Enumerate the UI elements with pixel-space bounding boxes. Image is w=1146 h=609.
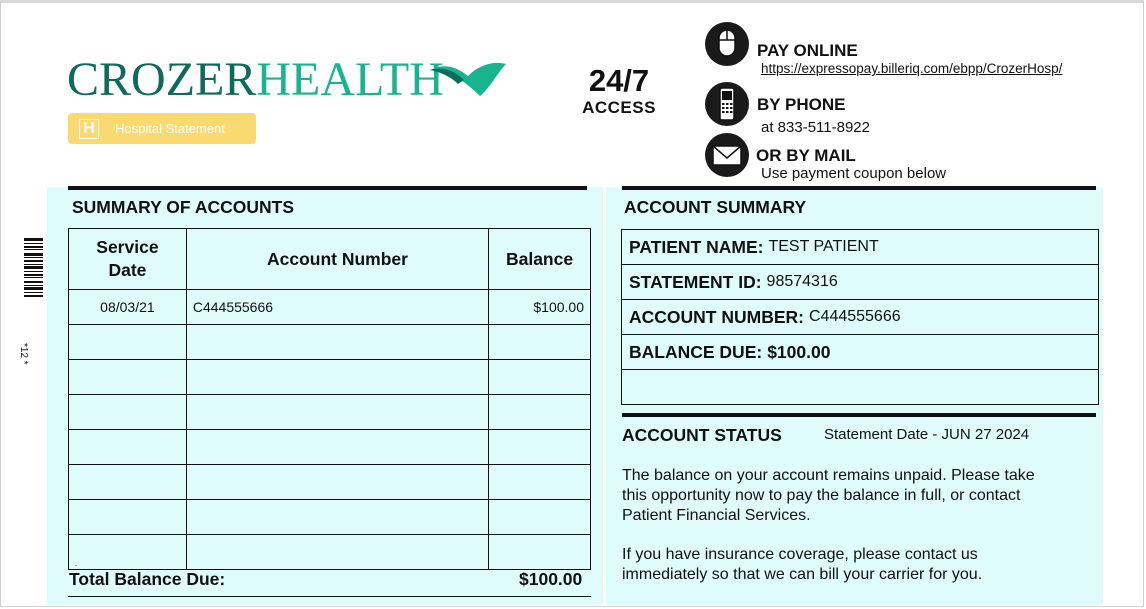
table-row-empty xyxy=(69,465,591,500)
by-mail-title: OR BY MAIL xyxy=(756,146,856,165)
balance-due-label: BALANCE DUE: xyxy=(629,341,763,362)
row-account-number: C444555666 xyxy=(186,290,488,325)
summary-empty-row xyxy=(622,370,1098,404)
table-row-empty xyxy=(69,360,591,395)
accounts-table xyxy=(68,228,591,570)
status-paragraph-insurance: If you have insurance coverage, please contact us immediately so that we can bill your carrier for you. xyxy=(622,546,983,583)
account-number-label: ACCOUNT NUMBER: xyxy=(629,306,804,327)
total-bottom-rule xyxy=(68,596,591,597)
account-summary-rule xyxy=(622,186,1096,190)
balance-due-value: $100.00 xyxy=(767,341,831,362)
side-mark: *12 * xyxy=(18,343,29,365)
phone-number: at 833-511-8922 xyxy=(761,119,870,136)
logo-part-health: HEALTH xyxy=(256,53,444,106)
crozer-health-logo xyxy=(67,54,444,106)
hospital-statement-label: Hospital Statement xyxy=(115,121,225,136)
account-number-row xyxy=(622,300,1098,335)
account-summary-title: ACCOUNT SUMMARY xyxy=(624,197,807,217)
access-24-7-big: 24/7 xyxy=(588,63,650,98)
patient-name-label: PATIENT NAME: xyxy=(629,236,764,257)
pay-online-title: PAY ONLINE xyxy=(757,41,858,60)
statement-id-row xyxy=(622,265,1098,300)
pay-online-link[interactable]: https://expressopay.billeriq.com/ebpp/CrozerHosp/ xyxy=(761,61,1063,76)
total-balance-label: Total Balance Due: xyxy=(69,569,226,589)
total-balance-value: $100.00 xyxy=(519,569,583,589)
table-row-empty xyxy=(69,430,591,465)
header-account-number: Account Number xyxy=(186,229,488,290)
table-row xyxy=(69,290,591,325)
table-row-empty xyxy=(69,500,591,535)
by-phone-title: BY PHONE xyxy=(757,95,846,114)
header-balance: Balance xyxy=(489,229,591,290)
statement-date: Statement Date - JUN 27 2024 xyxy=(824,426,1030,443)
hospital-h-icon: H xyxy=(79,119,99,139)
patient-name-row xyxy=(622,230,1098,265)
access-label: ACCESS xyxy=(582,98,656,117)
table-row-empty xyxy=(69,395,591,430)
row-balance: $100.00 xyxy=(489,290,591,325)
patient-name-value: TEST PATIENT xyxy=(768,238,879,255)
barcode-icon xyxy=(24,238,43,301)
mail-instructions: Use payment coupon below xyxy=(761,165,947,182)
table-row-empty xyxy=(69,325,591,360)
logo-part-crozer: CROZER xyxy=(67,53,257,106)
phone-icon xyxy=(705,82,749,126)
table-row-empty: . xyxy=(69,535,591,570)
logo-wave-icon xyxy=(428,58,508,100)
account-status-title: ACCOUNT STATUS xyxy=(622,425,782,445)
balance-due-row xyxy=(622,335,1098,370)
statement-id-value: 98574316 xyxy=(766,273,838,290)
summary-of-accounts-title: SUMMARY OF ACCOUNTS xyxy=(72,197,294,217)
mouse-icon xyxy=(705,22,749,66)
access-24-7 xyxy=(576,64,662,118)
hospital-statement-badge xyxy=(68,113,256,144)
row-service-date: 08/03/21 xyxy=(69,290,187,325)
status-paragraph-unpaid: The balance on your account remains unpaid. Please take this opportunity now to pay the balance in full, or contact Patient Financial Services. xyxy=(622,467,1035,524)
accounts-header-row xyxy=(69,229,591,290)
header-service-date: Service Date xyxy=(69,229,187,290)
mail-icon xyxy=(705,133,749,177)
statement-id-label: STATEMENT ID: xyxy=(629,271,762,292)
account-status-rule xyxy=(622,413,1096,417)
account-number-value: C444555666 xyxy=(808,308,901,325)
summary-of-accounts-rule xyxy=(68,186,587,190)
account-summary-box xyxy=(621,229,1099,405)
